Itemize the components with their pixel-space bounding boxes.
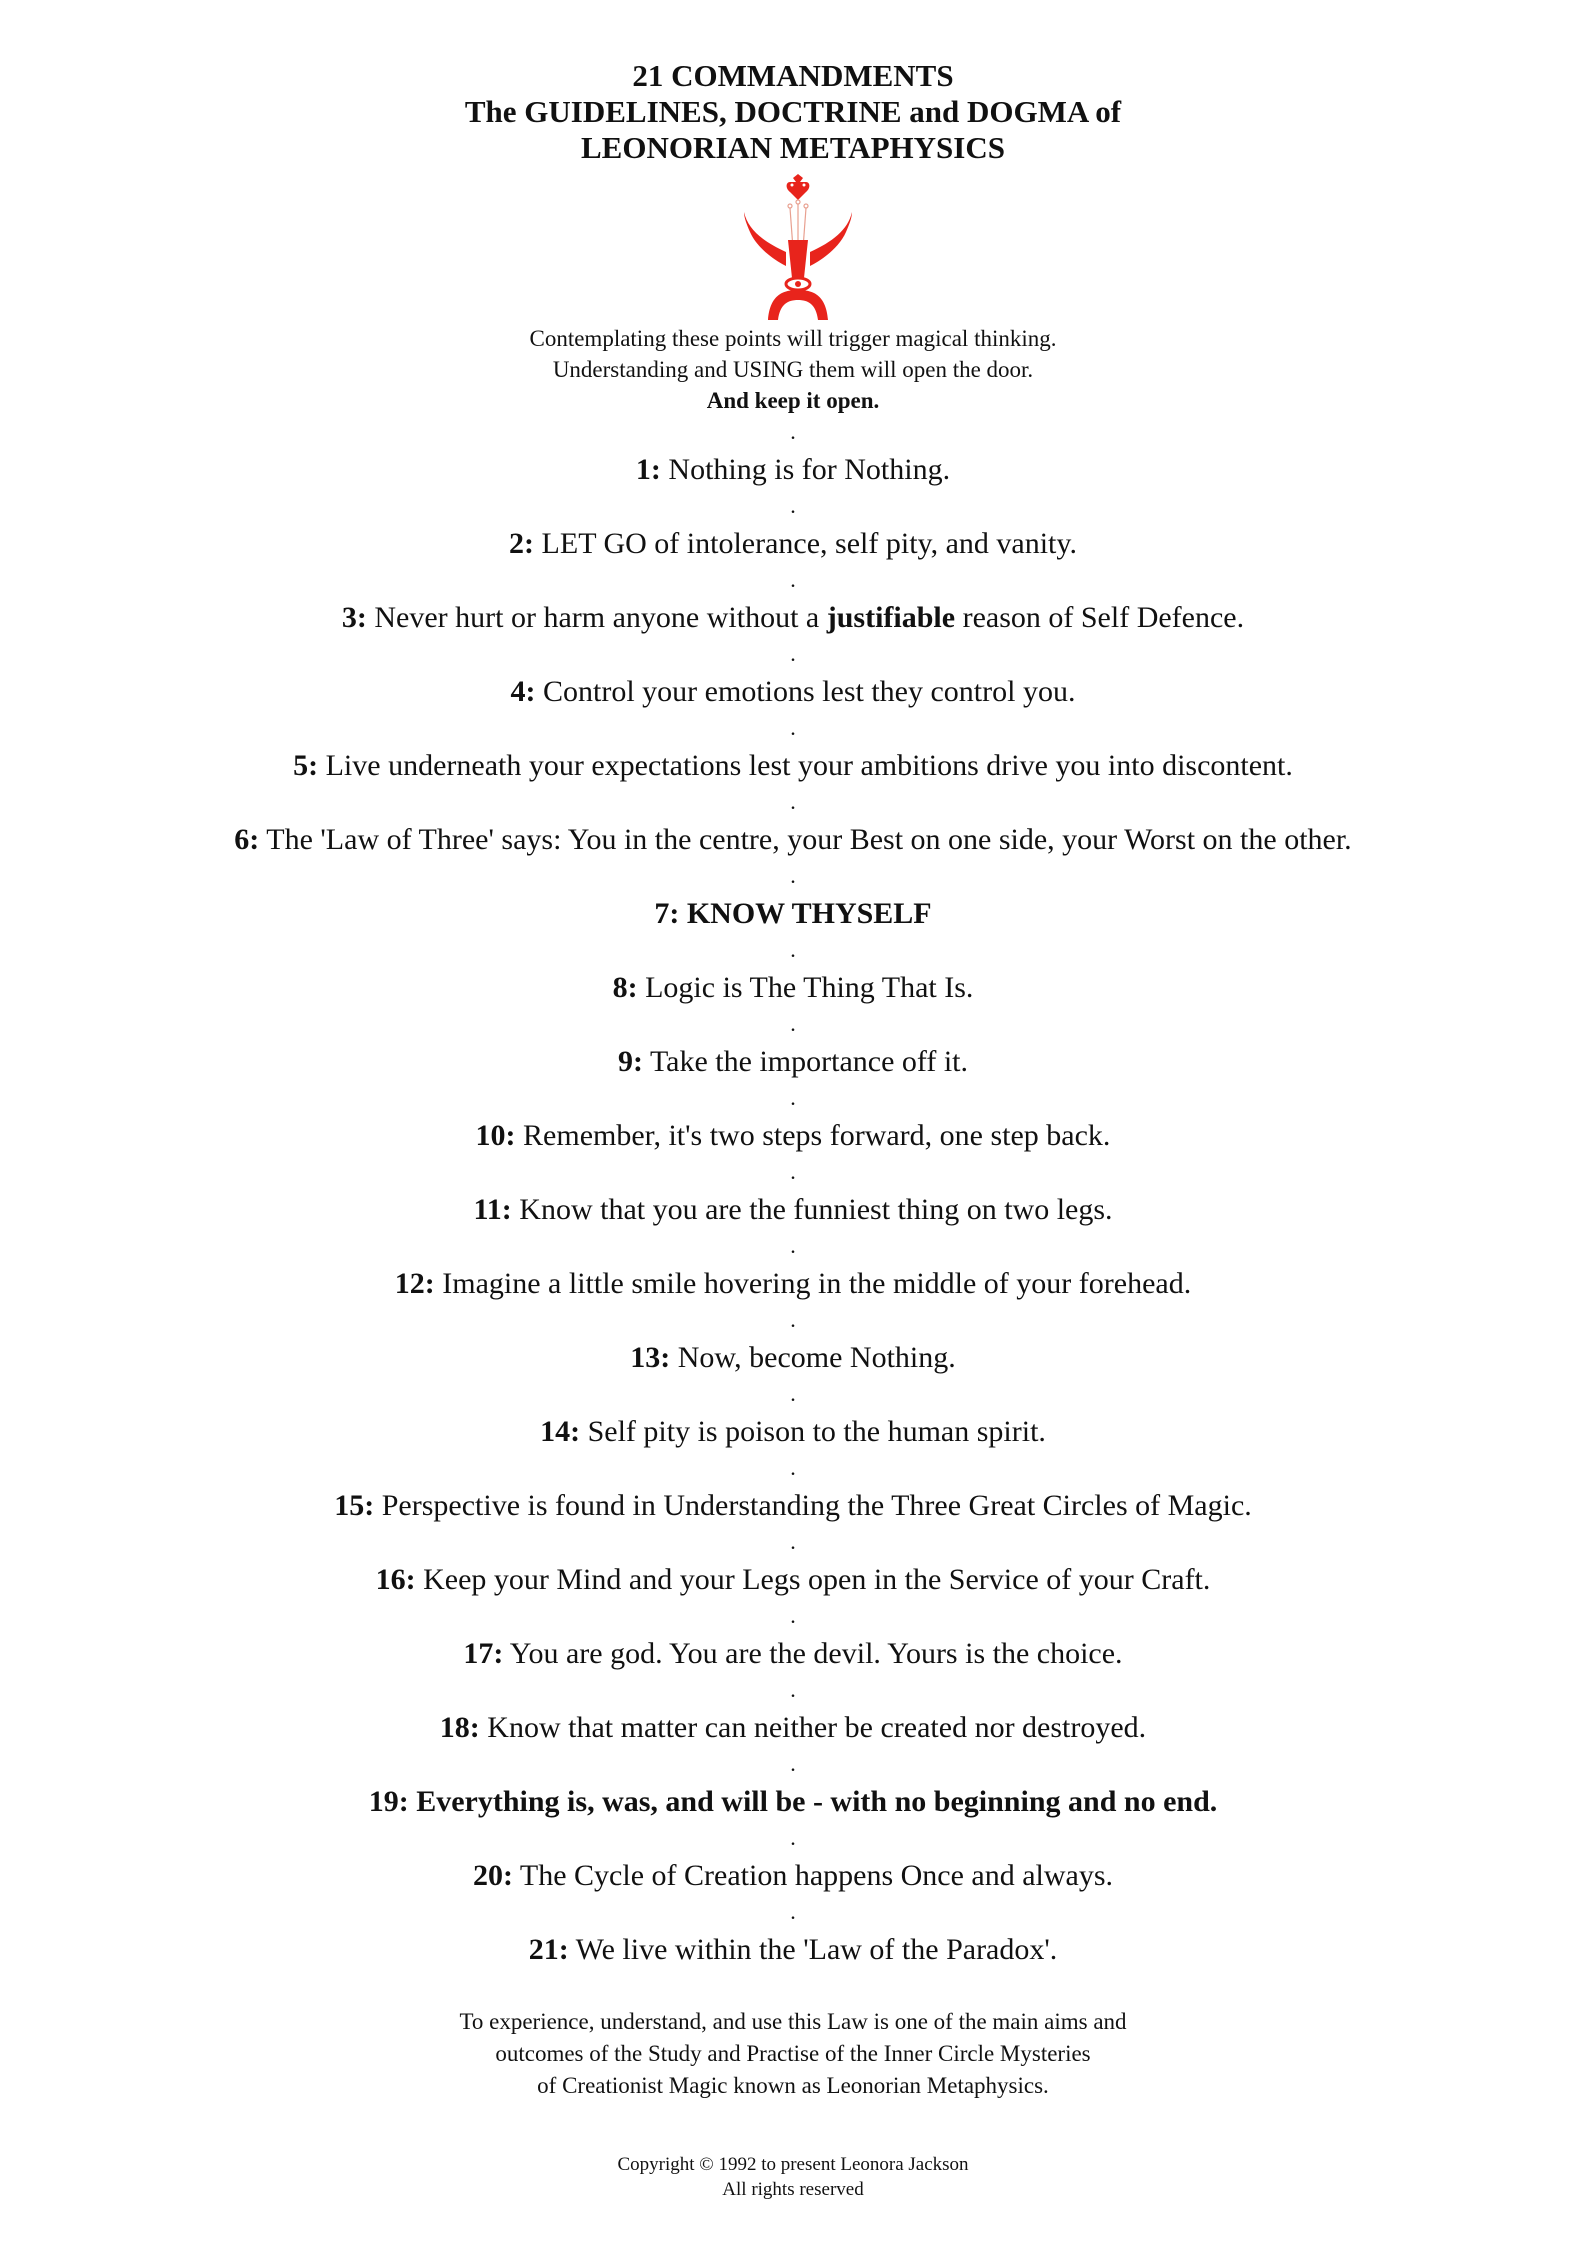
document-title: [0, 58, 1586, 166]
commandment-text: [0, 1266, 1586, 1302]
commandment-12: [0, 1233, 1586, 1310]
commandment-number: 14:: [540, 1415, 581, 1448]
title-line-2: The GUIDELINES, DOCTRINE and DOGMA of: [464, 94, 1122, 129]
commandment-number: 8:: [612, 971, 638, 1004]
commandment-body: Know that you are the funniest thing on two legs.: [511, 1193, 1113, 1226]
separator-dot: .: [790, 937, 796, 962]
commandment-text: [0, 1562, 1586, 1598]
commandment-21: [0, 1899, 1586, 1976]
outro-text: [0, 2006, 1586, 2102]
commandment-10: [0, 1085, 1586, 1162]
separator-dot: .: [790, 1011, 796, 1036]
commandment-number: 21:: [528, 1933, 569, 1966]
commandment-number: 19:: [368, 1785, 409, 1818]
commandment-body: Remember, it's two steps forward, one step back.: [515, 1119, 1111, 1152]
separator-dot: .: [790, 1307, 796, 1332]
commandment-number: 3:: [341, 601, 367, 634]
commandment-number: 17:: [463, 1637, 504, 1670]
commandment-18: [0, 1677, 1586, 1754]
commandment-5: [0, 715, 1586, 792]
commandment-body: Everything is, was, and will be - with no beginning and no end.: [408, 1785, 1218, 1818]
separator-dot: .: [790, 863, 796, 888]
commandment-text: [0, 1192, 1586, 1228]
commandment-11: [0, 1159, 1586, 1236]
commandment-3: [0, 567, 1586, 644]
separator-dot: .: [790, 641, 796, 666]
commandment-number: 11:: [473, 1193, 512, 1226]
commandment-number: 5:: [293, 749, 319, 782]
commandment-number: 10:: [475, 1119, 516, 1152]
commandment-body: You are god. You are the devil. Yours is the choice.: [503, 1637, 1123, 1670]
commandment-9: [0, 1011, 1586, 1088]
separator-dot: .: [790, 1751, 796, 1776]
separator-dot: .: [790, 1233, 796, 1258]
commandment-body: Control your emotions lest they control you.: [535, 675, 1076, 708]
copyright-line-1: Copyright © 1992 to present Leonora Jackson: [617, 2154, 969, 2175]
commandment-text: [0, 1488, 1586, 1524]
commandment-text: [0, 822, 1586, 858]
commandment-body: The 'Law of Three' says: You in the centre, your Best on one side, your Worst on the other.: [259, 823, 1352, 856]
commandment-body: Know that matter can neither be created nor destroyed.: [479, 1711, 1147, 1744]
commandment-number: 7:: [654, 897, 680, 930]
separator-dot: .: [790, 493, 796, 518]
commandment-15: [0, 1455, 1586, 1532]
commandment-text: [0, 526, 1586, 562]
commandment-body-end: reason of Self Defence.: [955, 601, 1245, 634]
commandment-body: Self pity is poison to the human spirit.: [580, 1415, 1046, 1448]
commandment-number: 16:: [375, 1563, 416, 1596]
commandment-text: [0, 674, 1586, 710]
commandment-body: LET GO of intolerance, self pity, and vanity.: [534, 527, 1077, 560]
commandment-text: [0, 600, 1586, 636]
title-line-1: 21 COMMANDMENTS: [632, 58, 954, 93]
commandment-text: [0, 1636, 1586, 1672]
separator-dot: .: [790, 789, 796, 814]
separator-dot: .: [790, 1455, 796, 1480]
intro-line-3: And keep it open.: [706, 388, 880, 413]
commandment-text: [0, 1414, 1586, 1450]
separator-dot: .: [790, 419, 796, 444]
intro-text: [0, 323, 1586, 416]
commandment-number: 12:: [394, 1267, 435, 1300]
commandment-emphasis: justifiable: [826, 601, 956, 634]
commandment-6: [0, 789, 1586, 866]
commandment-1: [0, 419, 1586, 496]
commandment-body: Nothing is for Nothing.: [660, 453, 951, 486]
commandment-body: Now, become Nothing.: [670, 1341, 956, 1374]
commandments-list: [0, 419, 1586, 1976]
commandment-7: [0, 863, 1586, 940]
commandment-text: [0, 1784, 1586, 1820]
commandment-17: [0, 1603, 1586, 1680]
copyright-notice: [0, 2152, 1586, 2202]
commandment-number: 6:: [234, 823, 260, 856]
commandment-body: We live within the 'Law of the Paradox'.: [568, 1933, 1058, 1966]
commandment-body: Live underneath your expectations lest your ambitions drive you into discontent.: [318, 749, 1293, 782]
commandment-20: [0, 1825, 1586, 1902]
commandment-number: 1:: [635, 453, 661, 486]
commandment-16: [0, 1529, 1586, 1606]
copyright-line-2: All rights reserved: [722, 2179, 864, 2200]
separator-dot: .: [790, 1159, 796, 1184]
commandment-number: 2:: [509, 527, 535, 560]
commandment-number: 4:: [510, 675, 536, 708]
commandment-number: 15:: [334, 1489, 375, 1522]
commandment-text: [0, 1118, 1586, 1154]
commandment-body: Keep your Mind and your Legs open in the Service of your Craft.: [415, 1563, 1211, 1596]
commandment-body: The Cycle of Creation happens Once and always.: [512, 1859, 1114, 1892]
commandment-2: [0, 493, 1586, 570]
commandment-text: [0, 970, 1586, 1006]
commandment-body: Perspective is found in Understanding the Three Great Circles of Magic.: [374, 1489, 1252, 1522]
commandment-number: 9:: [617, 1045, 643, 1078]
outro-line-2: outcomes of the Study and Practise of the Inner Circle Mysteries: [495, 2041, 1091, 2066]
intro-line-1: Contemplating these points will trigger magical thinking.: [529, 326, 1057, 351]
separator-dot: .: [790, 567, 796, 592]
separator-dot: .: [790, 715, 796, 740]
separator-dot: .: [790, 1677, 796, 1702]
commandment-number: 20:: [472, 1859, 513, 1892]
trident-emblem-icon: [738, 170, 858, 320]
commandment-text: [0, 1710, 1586, 1746]
commandment-body: Never hurt or harm anyone without a: [366, 601, 827, 634]
separator-dot: .: [790, 1085, 796, 1110]
intro-line-2: Understanding and USING them will open the door.: [552, 357, 1034, 382]
outro-line-1: To experience, understand, and use this Law is one of the main aims and: [459, 2009, 1127, 2034]
commandment-number: 13:: [630, 1341, 671, 1374]
separator-dot: .: [790, 1381, 796, 1406]
commandment-text: [0, 1932, 1586, 1968]
commandment-text: [0, 1858, 1586, 1894]
separator-dot: .: [790, 1529, 796, 1554]
separator-dot: .: [790, 1825, 796, 1850]
commandment-body: Take the importance off it.: [642, 1045, 969, 1078]
outro-line-3: of Creationist Magic known as Leonorian Metaphysics.: [537, 2073, 1049, 2098]
separator-dot: .: [790, 1899, 796, 1924]
commandment-text: [0, 1044, 1586, 1080]
commandment-text: [0, 748, 1586, 784]
commandment-body: Logic is The Thing That Is.: [637, 971, 974, 1004]
commandment-8: [0, 937, 1586, 1014]
commandment-19: [0, 1751, 1586, 1828]
commandment-text: [0, 1340, 1586, 1376]
separator-dot: .: [790, 1603, 796, 1628]
commandment-text: [0, 896, 1586, 932]
commandment-13: [0, 1307, 1586, 1384]
commandment-14: [0, 1381, 1586, 1458]
commandment-4: [0, 641, 1586, 718]
commandment-number: 18:: [439, 1711, 480, 1744]
commandment-body: KNOW THYSELF: [679, 897, 932, 930]
title-line-3: LEONORIAN METAPHYSICS: [580, 130, 1005, 165]
commandment-body: Imagine a little smile hovering in the middle of your forehead.: [434, 1267, 1192, 1300]
commandment-text: [0, 452, 1586, 488]
